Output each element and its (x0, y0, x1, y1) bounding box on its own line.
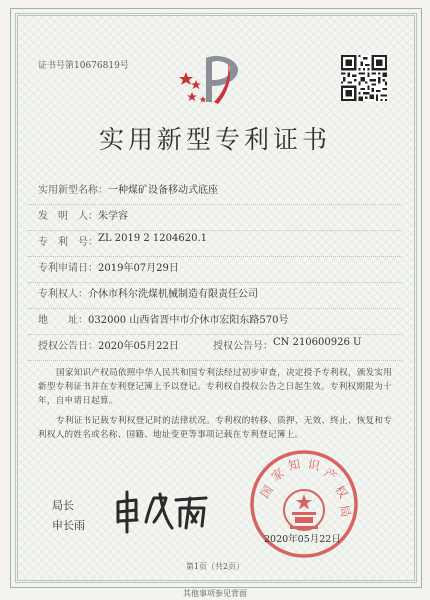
patentee-label: 专利权人： (38, 289, 88, 300)
patent-number-value: ZL 2019 2 1204620.1 (98, 233, 208, 244)
filing-date-row (38, 259, 179, 274)
svg-text:权: 权 (332, 482, 351, 501)
certificate-number: 证书号第10676819号 (38, 61, 129, 71)
svg-text:家: 家 (268, 465, 287, 484)
divider (28, 282, 402, 283)
utility-model-name-row (38, 181, 218, 196)
grant-date-row (38, 337, 179, 352)
utility-model-name-value: 一种煤矿设备移动式底座 (108, 185, 218, 196)
filing-date-value: 2019年07月29日 (98, 263, 179, 274)
divider (28, 308, 402, 309)
footer-note: 其他事项参见背面 (183, 589, 247, 598)
patentee-value: 介休市科尔洗煤机械制造有限责任公司 (88, 289, 258, 300)
legal-status-statement: 专利证书记载专利权登记时的法律状况。专利权的转移、质押、无效、终止、恢复和专利权人的姓名或名称、国籍、地址变更等事项记载在专利登记簿上。 (38, 416, 393, 440)
page-number: 第1页（共2页） (185, 562, 245, 571)
patent-number-row (38, 233, 207, 248)
svg-text:识: 识 (306, 456, 322, 474)
qr-code-icon (341, 55, 387, 101)
divider (28, 230, 402, 231)
grant-statement: 国家知识产权局依照中华人民共和国专利法经过初步审查，决定授予专利权，颁发实用新型专利证书并在专利登记簿上予以登记。专利权自授权公告之日起生效。专利权期限为十年，自申请日起算。 (38, 368, 393, 406)
grant-date-value: 2020年05月22日 (98, 341, 179, 352)
address-value: 032000 山西省晋中市介休市宏阳东路570号 (88, 315, 289, 326)
seal-date: 2020年05月22日 (264, 534, 341, 545)
address-label: 地 址： (38, 315, 88, 326)
divider (28, 256, 402, 257)
certificate-title: 实用新型专利证书 (98, 125, 331, 154)
divider (28, 360, 402, 361)
signatory-name: 申长雨 (52, 519, 85, 532)
grant-number-label: 授权公告号： (213, 341, 273, 352)
handwritten-signature (110, 488, 220, 534)
patentee-row (38, 285, 258, 300)
divider (28, 204, 402, 205)
svg-text:知: 知 (286, 456, 302, 474)
svg-text:局: 局 (336, 503, 354, 519)
divider (28, 334, 402, 335)
patent-number-label: 专 利 号： (38, 237, 98, 248)
patent-office-emblem-icon (178, 50, 250, 110)
svg-text:国: 国 (257, 482, 276, 501)
inventor-row (38, 207, 128, 222)
grant-number-value: CN 210600926 U (273, 337, 362, 348)
inventor-label: 发 明 人： (38, 211, 98, 222)
utility-model-name-label: 实用新型名称： (38, 185, 108, 196)
grant-number-row (213, 337, 361, 352)
signatory-title: 局长 (52, 499, 74, 512)
address-row (38, 311, 288, 326)
inventor-value: 朱学容 (98, 211, 128, 222)
filing-date-label: 专利申请日： (38, 263, 98, 274)
grant-date-label: 授权公告日： (38, 341, 98, 352)
svg-text:产: 产 (321, 465, 340, 484)
